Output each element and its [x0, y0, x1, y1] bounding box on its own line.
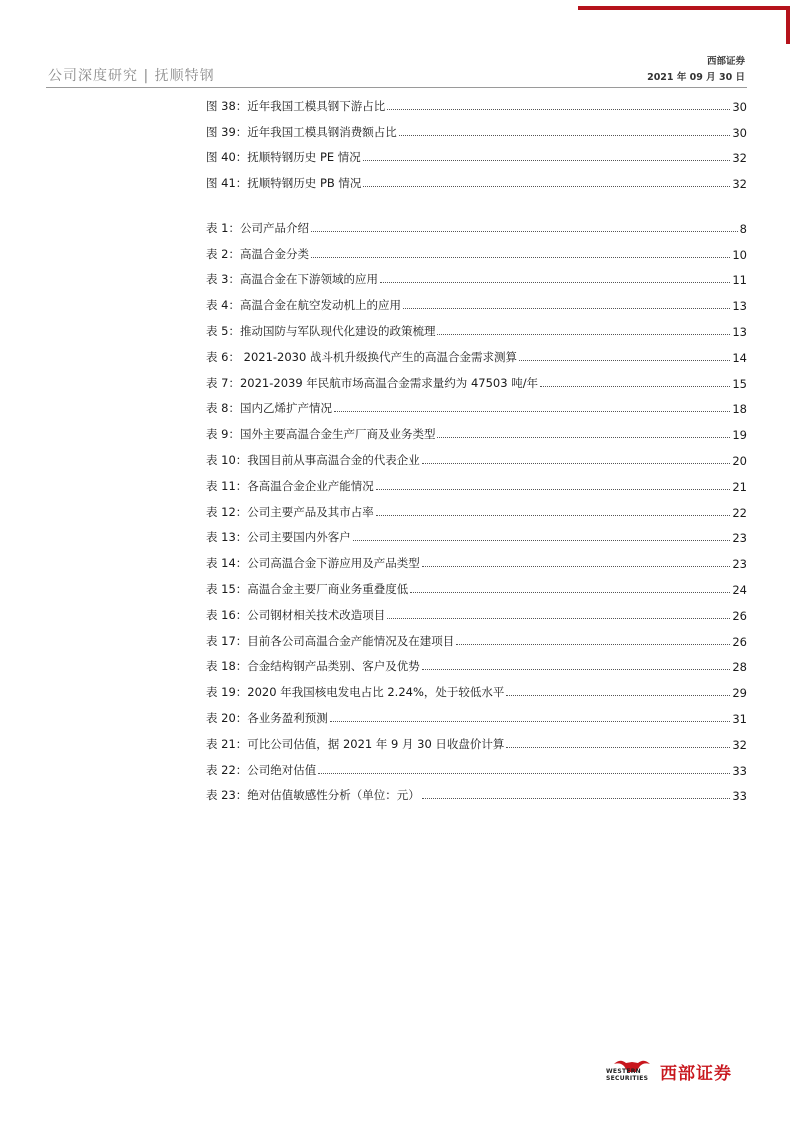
toc-entry[interactable]	[206, 416, 747, 442]
toc-entry-page: 8	[739, 221, 747, 236]
toc-entry-page: 15	[732, 376, 747, 391]
toc-entry-page: 24	[732, 582, 747, 597]
toc-entry[interactable]	[206, 649, 747, 675]
toc-entry-page: 13	[732, 299, 747, 314]
toc-entry-label: 表 19：2020 年我国核电发电占比 2.24%，处于较低水平	[206, 685, 505, 700]
toc-entry-page: 26	[732, 608, 747, 623]
toc-entry-page: 10	[732, 247, 747, 262]
logo-chinese: 西部证券	[660, 1063, 732, 1084]
header-brand: 西部证券	[706, 56, 745, 67]
toc-entry[interactable]	[206, 700, 747, 726]
toc-leader-dots	[376, 489, 731, 490]
bull-logo-icon	[606, 1058, 654, 1084]
toc-entry[interactable]	[206, 210, 747, 236]
toc-entry-page: 33	[732, 789, 747, 804]
toc-entry-page: 22	[732, 505, 747, 520]
toc-entry[interactable]	[206, 778, 747, 804]
header-date: 2021 年 09 月 30 日	[647, 72, 745, 83]
toc-entry-page: 31	[732, 711, 747, 726]
toc-entry-label: 表 1：公司产品介绍	[206, 220, 309, 235]
toc-leader-dots	[380, 282, 730, 283]
toc-entry[interactable]	[206, 494, 747, 520]
toc-leader-dots	[399, 135, 731, 136]
toc-entry-label: 表 11：各高温合金企业产能情况	[206, 478, 374, 493]
toc-entry[interactable]	[206, 545, 747, 571]
toc-entry[interactable]	[206, 236, 747, 262]
toc-leader-dots	[353, 540, 731, 541]
toc-leader-dots	[363, 160, 731, 161]
toc-entry-label: 表 12：公司主要产品及其市占率	[206, 504, 374, 519]
logo-english: WESTERN SECURITIES	[606, 1068, 649, 1082]
toc-entry-page: 23	[732, 557, 747, 572]
toc-entry[interactable]	[206, 623, 747, 649]
toc-entry-page: 21	[732, 479, 747, 494]
toc-entry-label: 表 4：高温合金在航空发动机上的应用	[206, 298, 401, 313]
toc-entry-label: 表 10：我国目前从事高温合金的代表企业	[206, 452, 420, 467]
header-accent-bar	[578, 6, 790, 10]
toc-leader-dots	[403, 308, 730, 309]
footer-logo	[606, 1058, 748, 1084]
toc-leader-dots	[506, 695, 730, 696]
toc-entry[interactable]	[206, 674, 747, 700]
toc-entry-page: 30	[732, 125, 747, 140]
toc-entry-page: 18	[732, 402, 747, 417]
toc-entry[interactable]	[206, 339, 747, 365]
toc-entry-label: 表 8：国内乙烯扩产情况	[206, 401, 332, 416]
toc-entry-label: 表 16：公司钢材相关技术改造项目	[206, 607, 386, 622]
toc-entry[interactable]	[206, 391, 747, 417]
toc-leader-dots	[422, 669, 731, 670]
toc-leader-dots	[456, 644, 730, 645]
toc-entry-page: 13	[732, 324, 747, 339]
header-brand-date	[647, 54, 745, 86]
toc-entry-label: 图 40：抚顺特钢历史 PE 情况	[206, 150, 361, 165]
toc-leader-dots	[376, 515, 731, 516]
toc-entry-page: 29	[732, 686, 747, 701]
toc-leader-dots	[410, 592, 730, 593]
toc-entry-label: 表 23：绝对估值敏感性分析（单位：元）	[206, 788, 420, 803]
toc-leader-dots	[330, 721, 731, 722]
toc-entry[interactable]	[206, 726, 747, 752]
toc-entry-label: 表 7：2021-2039 年民航市场高温合金需求量约为 47503 吨/年	[206, 375, 539, 390]
toc-leader-dots	[318, 773, 730, 774]
table-list	[206, 210, 747, 803]
toc-entry-label: 图 39：近年我国工模具钢消费额占比	[206, 124, 397, 139]
toc-entry-page: 23	[732, 531, 747, 546]
toc-entry-label: 表 5：推动国防与军队现代化建设的政策梳理	[206, 323, 436, 338]
toc-leader-dots	[519, 360, 730, 361]
toc-entry-page: 32	[732, 151, 747, 166]
figure-list	[206, 88, 747, 191]
toc-entry-page: 32	[732, 737, 747, 752]
toc-entry-label: 表 17：目前各公司高温合金产能情况及在建项目	[206, 633, 455, 648]
toc-entry[interactable]	[206, 520, 747, 546]
toc-entry-page: 14	[732, 350, 747, 365]
toc-leader-dots	[422, 463, 731, 464]
toc-entry[interactable]	[206, 287, 747, 313]
toc-entry-page: 32	[732, 177, 747, 192]
toc-leader-dots	[437, 437, 730, 438]
toc-entry-page: 11	[732, 273, 747, 288]
toc-leader-dots	[363, 186, 730, 187]
report-category: 公司深度研究 | 抚顺特钢	[48, 68, 215, 84]
toc-entry-page: 20	[732, 453, 747, 468]
toc-entry-label: 表 3：高温合金在下游领域的应用	[206, 272, 378, 287]
toc-leader-dots	[334, 411, 730, 412]
toc-entry[interactable]	[206, 313, 747, 339]
header-accent-corner	[786, 6, 790, 44]
toc-leader-dots	[387, 618, 730, 619]
toc-entry-page: 30	[732, 99, 747, 114]
toc-entry-label: 表 2：高温合金分类	[206, 246, 309, 261]
toc-leader-dots	[422, 798, 731, 799]
toc-entry-label: 表 6： 2021-2030 战斗机升级换代产生的高温合金需求测算	[206, 349, 517, 364]
toc-entry-label: 图 41：抚顺特钢历史 PB 情况	[206, 176, 362, 191]
toc-entry-page: 28	[732, 660, 747, 675]
toc-leader-dots	[422, 566, 731, 567]
toc-leader-dots	[540, 386, 730, 387]
toc-entry[interactable]	[206, 571, 747, 597]
toc-entry[interactable]	[206, 365, 747, 391]
toc-entry-label: 表 18：合金结构钢产品类别、客户及优势	[206, 659, 420, 674]
toc-entry[interactable]	[206, 88, 747, 114]
toc-entry-label: 表 22：公司绝对估值	[206, 762, 317, 777]
toc-entry-page: 33	[732, 763, 747, 778]
toc-entry[interactable]	[206, 468, 747, 494]
toc-entry[interactable]	[206, 752, 747, 778]
toc-entry[interactable]	[206, 165, 747, 191]
toc-entry[interactable]	[206, 597, 747, 623]
toc-entry[interactable]	[206, 262, 747, 288]
toc-entry-label: 表 21：可比公司估值，据 2021 年 9 月 30 日收盘价计算	[206, 736, 505, 751]
toc-entry-page: 19	[732, 428, 747, 443]
toc-entry[interactable]	[206, 442, 747, 468]
toc-entry-label: 表 9：国外主要高温合金生产厂商及业务类型	[206, 427, 436, 442]
toc-leader-dots	[437, 334, 730, 335]
toc-entry-label: 表 20：各业务盈利预测	[206, 710, 328, 725]
toc-entry[interactable]	[206, 140, 747, 166]
toc-entry-label: 表 14：公司高温合金下游应用及产品类型	[206, 556, 420, 571]
toc-leader-dots	[311, 231, 738, 232]
toc-leader-dots	[506, 747, 730, 748]
toc-leader-dots	[311, 257, 730, 258]
toc-entry-label: 表 15：高温合金主要厂商业务重叠度低	[206, 581, 409, 596]
toc-entry-page: 26	[732, 634, 747, 649]
toc-entry[interactable]	[206, 114, 747, 140]
toc-entry-label: 表 13：公司主要国内外客户	[206, 530, 351, 545]
toc-entry-label: 图 38：近年我国工模具钢下游占比	[206, 98, 386, 113]
toc-leader-dots	[387, 109, 730, 110]
